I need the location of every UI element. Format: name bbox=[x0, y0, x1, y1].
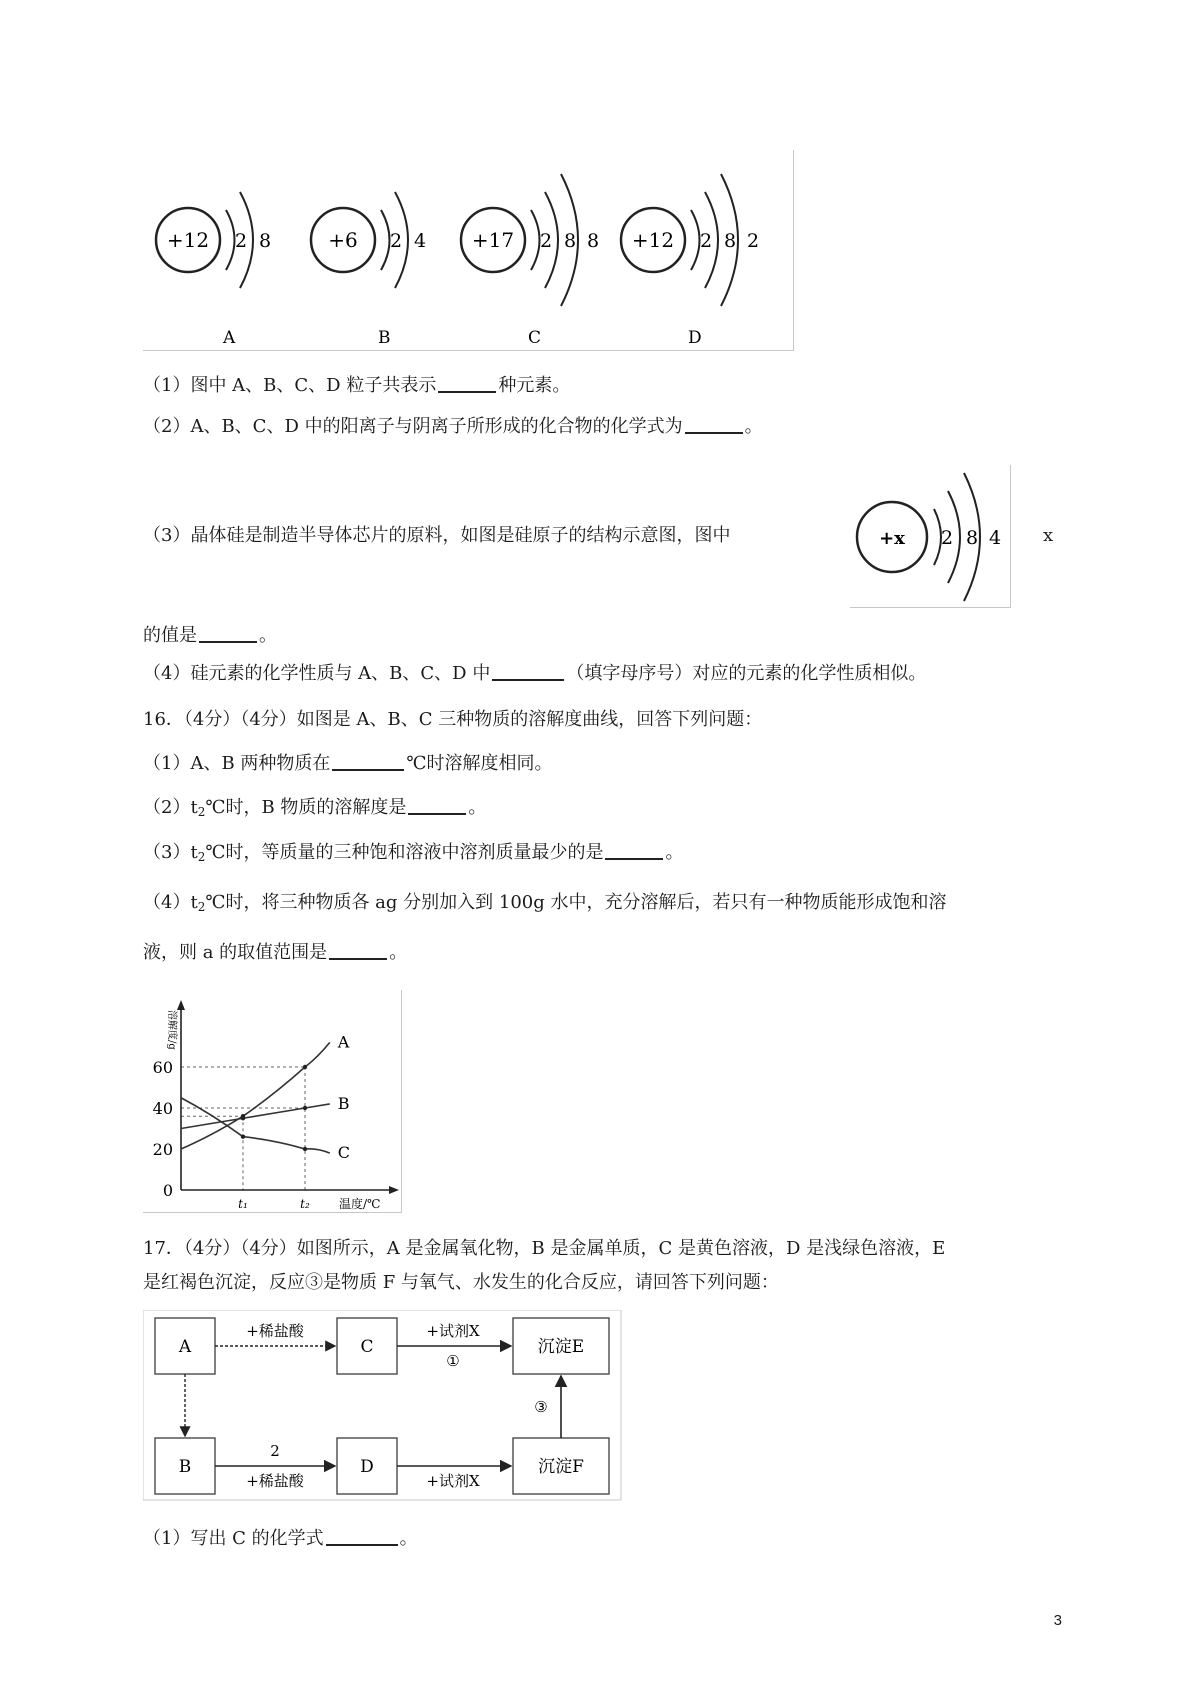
arrow-a-to-c-label: +稀盐酸 bbox=[246, 1322, 304, 1340]
q15-part3-cont bbox=[143, 625, 277, 647]
atom-label-d: D bbox=[688, 328, 702, 348]
data-point bbox=[241, 1116, 245, 1120]
q15-part4 bbox=[143, 663, 926, 685]
shell-c-3: 8 bbox=[586, 230, 600, 252]
arrow-b-to-d-step: 2 bbox=[270, 1442, 280, 1460]
q16-part4-cont-tail: 。 bbox=[389, 942, 408, 963]
q16-part1-text: （1）A、B 两种物质在 bbox=[143, 753, 331, 774]
answer-blank[interactable] bbox=[329, 942, 387, 960]
q16-part1 bbox=[143, 753, 553, 775]
atom-label-a: A bbox=[223, 328, 236, 348]
q15-part4-text: （4）硅元素的化学性质与 A、B、C、D 中 bbox=[143, 663, 491, 684]
shell-d-1: 2 bbox=[699, 230, 713, 252]
q16-part3-text: （3）t bbox=[143, 842, 198, 863]
series-label-a: A bbox=[337, 1032, 350, 1052]
series-line-a bbox=[181, 1042, 330, 1149]
y-tick-label: 0 bbox=[162, 1181, 173, 1200]
atom-diagrams bbox=[143, 150, 793, 350]
arrow-b-to-d-label: +稀盐酸 bbox=[246, 1472, 304, 1490]
q17-title-line2: 是红褐色沉淀，反应③是物质 F 与氧气、水发生的化合反应，请回答下列问题： bbox=[143, 1272, 779, 1293]
flow-svg bbox=[143, 1310, 623, 1502]
q16-part4-mid: ℃时，将三种物质各 ag 分别加入到 100g 水中，充分溶解后，若只有一种物质能形成饱和溶 bbox=[205, 892, 947, 913]
q16-part3-tail: 。 bbox=[665, 842, 684, 863]
q15-part1-text: （1）图中 A、B、C、D 粒子共表示 bbox=[143, 375, 437, 396]
chart-grid bbox=[181, 1067, 305, 1190]
q15-part2-tail: 。 bbox=[744, 416, 763, 437]
box-a-label: A bbox=[178, 1337, 192, 1357]
q16-part4-cont-text: 液，则 a 的取值范围是 bbox=[143, 942, 328, 963]
silicon-atom-figure bbox=[850, 465, 1011, 608]
x-axis-arrow bbox=[389, 1186, 399, 1194]
q15-part4-tail: （填字母序号）对应的元素的化学性质相似。 bbox=[566, 663, 927, 684]
q16-part4-cont bbox=[143, 942, 407, 964]
solubility-chart-frame bbox=[143, 990, 402, 1213]
box-e-label: 沉淀E bbox=[537, 1337, 585, 1357]
box-f-label: 沉淀F bbox=[538, 1457, 584, 1477]
q15-part3-text: （3）晶体硅是制造半导体芯片的原料，如图是硅原子的结构示意图，图中 bbox=[143, 525, 731, 546]
x-tick-label: t₂ bbox=[300, 1197, 310, 1211]
atom-structure-figure bbox=[143, 150, 794, 351]
arrow-c-to-e-label: +试剂X bbox=[426, 1322, 480, 1340]
atom-d bbox=[621, 174, 759, 348]
tick-labels bbox=[153, 1058, 310, 1211]
atom-a bbox=[156, 192, 271, 348]
nucleus-c: +17 bbox=[471, 228, 515, 252]
q15-part2-text: （2）A、B、C、D 中的阳离子与阴离子所形成的化合物的化学式为 bbox=[143, 416, 683, 437]
q15-part2 bbox=[143, 416, 763, 438]
shell-d-2: 8 bbox=[723, 230, 737, 252]
answer-blank[interactable] bbox=[199, 625, 257, 643]
arrow-c-to-e-step: ① bbox=[446, 1352, 460, 1370]
y-tick-label: 20 bbox=[152, 1140, 173, 1159]
q15-part3-cont-tail: 。 bbox=[259, 625, 277, 646]
y-axis-arrow bbox=[177, 1000, 185, 1010]
shell-b-2: 4 bbox=[413, 230, 427, 252]
y-tick-label: 40 bbox=[152, 1099, 173, 1118]
q15-part1-tail: 种元素。 bbox=[498, 375, 571, 396]
box-d-label: D bbox=[360, 1457, 374, 1477]
atom-label-c: C bbox=[528, 328, 542, 348]
q15-part1 bbox=[143, 375, 570, 397]
subscript: 2 bbox=[197, 850, 206, 864]
answer-blank[interactable] bbox=[605, 842, 663, 860]
q16-part2-text: （2）t bbox=[143, 797, 198, 818]
q17-part1-tail: 。 bbox=[399, 1528, 418, 1549]
subscript: 2 bbox=[197, 805, 206, 819]
reaction-flow-diagram bbox=[143, 1310, 623, 1502]
box-c-label: C bbox=[360, 1337, 374, 1357]
q16-title: 16．（4分）（4分）如图是 A、B、C 三种物质的溶解度曲线，回答下列问题： bbox=[143, 709, 763, 730]
nucleus-d: +12 bbox=[631, 228, 675, 252]
nucleus-a: +12 bbox=[166, 228, 210, 252]
q16-part3-mid: ℃时，等质量的三种饱和溶液中溶剂质量最少的是 bbox=[205, 842, 604, 863]
q16-part2 bbox=[143, 797, 486, 823]
atom-b bbox=[311, 192, 426, 348]
box-b-label: B bbox=[178, 1457, 192, 1477]
arrow-f-to-e-step: ③ bbox=[534, 1398, 548, 1416]
shell-a-2: 8 bbox=[258, 230, 272, 252]
silicon-shell-1: 2 bbox=[940, 527, 954, 549]
solubility-chart bbox=[143, 990, 401, 1212]
data-point bbox=[241, 1135, 245, 1139]
arrow-d-to-f-label: +试剂X bbox=[426, 1472, 480, 1490]
data-point bbox=[303, 1147, 307, 1151]
silicon-shell-2: 8 bbox=[965, 527, 979, 549]
q16-part1-tail: ℃时溶解度相同。 bbox=[406, 753, 553, 774]
q17-part1-text: （1）写出 C 的化学式 bbox=[143, 1528, 324, 1549]
shell-b-1: 2 bbox=[389, 230, 403, 252]
silicon-shell-3: 4 bbox=[988, 527, 1002, 549]
series-label-c: C bbox=[337, 1143, 351, 1163]
q15-part3-cont-text: 的值是 bbox=[143, 625, 197, 646]
answer-blank[interactable] bbox=[332, 753, 404, 771]
q16-part4-text: （4）t bbox=[143, 892, 198, 913]
shell-d-3: 2 bbox=[746, 230, 760, 252]
answer-blank[interactable] bbox=[326, 1528, 398, 1546]
data-point bbox=[303, 1106, 307, 1110]
q16-part4 bbox=[143, 892, 946, 918]
q15-part3 bbox=[143, 525, 730, 547]
answer-blank[interactable] bbox=[492, 663, 564, 681]
answer-blank[interactable] bbox=[685, 416, 743, 434]
q16-part2-tail: 。 bbox=[468, 797, 487, 818]
y-tick-label: 60 bbox=[152, 1058, 173, 1077]
q17-title-line1: 17．（4分）（4分）如图所示，A 是金属氧化物，B 是金属单质，C 是黄色溶液，D 是浅绿色溶液，E bbox=[143, 1238, 946, 1259]
nucleus-b: +6 bbox=[328, 228, 358, 252]
answer-blank[interactable] bbox=[408, 797, 466, 815]
x-axis-label: 温度/℃ bbox=[339, 1197, 381, 1211]
shell-c-1: 2 bbox=[539, 230, 553, 252]
atom-c bbox=[461, 174, 599, 348]
silicon-nucleus: +x bbox=[879, 528, 905, 549]
shell-c-2: 8 bbox=[563, 230, 577, 252]
silicon-atom-diagram bbox=[850, 465, 1010, 607]
page-number: 3 bbox=[1053, 1612, 1062, 1629]
q16-part2-mid: ℃时，B 物质的溶解度是 bbox=[205, 797, 407, 818]
data-point bbox=[303, 1065, 307, 1069]
series-lines bbox=[181, 1032, 350, 1162]
y-axis-label: 溶解度/g bbox=[166, 1010, 177, 1050]
subscript: 2 bbox=[197, 900, 206, 914]
series-label-b: B bbox=[337, 1093, 350, 1113]
q15-part3-x: x bbox=[1043, 525, 1054, 546]
x-tick-label: t₁ bbox=[238, 1197, 248, 1211]
q17-part1 bbox=[143, 1528, 418, 1550]
shell-a-1: 2 bbox=[234, 230, 248, 252]
answer-blank[interactable] bbox=[438, 375, 496, 393]
atom-label-b: B bbox=[378, 328, 391, 348]
q16-part3 bbox=[143, 842, 683, 868]
